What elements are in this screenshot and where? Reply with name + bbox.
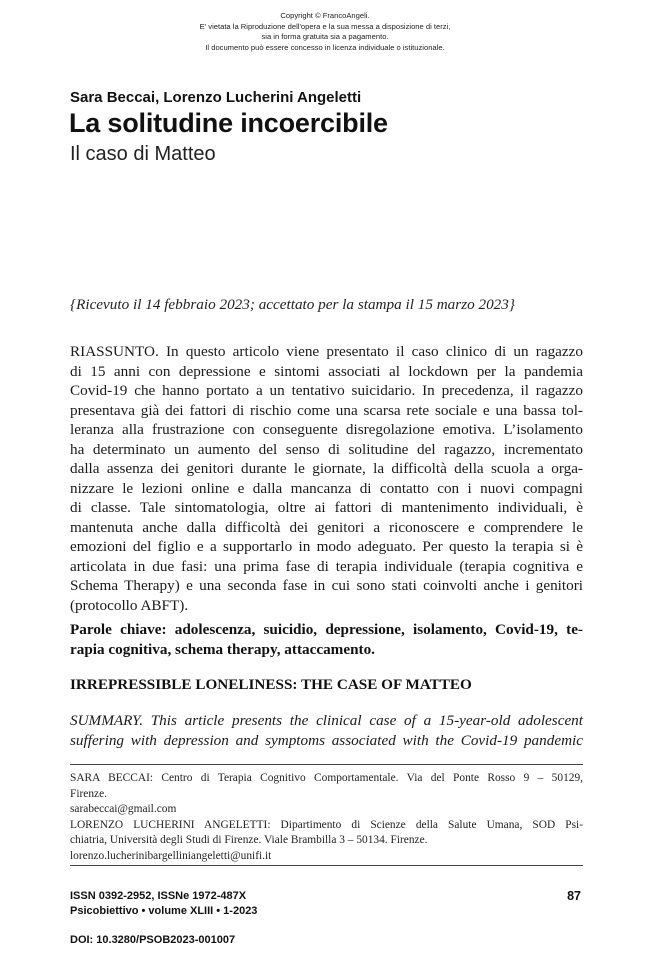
keywords-line: Parole chiave: adolescenza, suicidio, depressione, isolamento, Covid-19, te- xyxy=(70,621,583,638)
footer-divider xyxy=(70,865,583,866)
journal-info xyxy=(70,889,257,919)
article-subtitle: Il caso di Matteo xyxy=(70,143,216,165)
summary-paragraph xyxy=(70,711,583,750)
footnote-email: lorenzo.lucherinibargelliniangeletti@unifi.it xyxy=(70,849,272,862)
abstract-line: nizzare le lezioni online e dalla mancanza di contatto con i nuovi compagni xyxy=(70,479,583,497)
page-number: 87 xyxy=(567,889,581,903)
abstract-line: RIASSUNTO. In questo articolo viene presentato il caso clinico di un ragazzo xyxy=(70,343,583,360)
received-dates: {Ricevuto il 14 febbraio 2023; accettato per la stampa il 15 marzo 2023} xyxy=(70,296,515,313)
keywords-line: rapia cognitiva, schema therapy, attaccamento. xyxy=(70,640,375,658)
article-authors: Sara Beccai, Lorenzo Lucherini Angeletti xyxy=(70,89,362,106)
journal-volume: Psicobiettivo • volume XLIII • 1-2023 xyxy=(70,905,258,917)
footnote-email: sarabeccai@gmail.com xyxy=(70,803,177,816)
footnote-line: chiatria, Università degli Studi di Firenze. Viale Brambilla 3 – 50134. Firenze. xyxy=(70,834,428,847)
footnote-line: LORENZO LUCHERINI ANGELETTI: Dipartimento di Scienze della Salute Umana, SOD Psi- xyxy=(70,818,583,831)
abstract-line: Schema Therapy) e una seconda fase in cui sono stati coinvolti anche i genitori xyxy=(70,577,583,594)
footnote-line: Firenze. xyxy=(70,787,108,800)
footnote-line: SARA BECCAI: Centro di Terapia Cognitivo Comportamentale. Via del Ponte Rosso 9 – 50129, xyxy=(70,772,583,784)
abstract-line: (protocollo ABFT). xyxy=(70,596,189,614)
keywords-paragraph xyxy=(70,620,583,659)
copyright-notice xyxy=(0,11,650,53)
abstract-line: articolata in due fasi: una prima fase di terapia individuale (terapia cognitiva e xyxy=(70,557,583,575)
copyright-line: E' vietata la Riproduzione dell'opera e la sua messa a disposizione di terzi, xyxy=(199,21,451,31)
abstract-line: di classe. Tale sintomatologia, oltre ai fattori di mantenimento individuali, è xyxy=(70,499,583,516)
article-title: La solitudine incoercibile xyxy=(69,108,388,138)
abstract-paragraph xyxy=(70,342,583,615)
abstract-line: mantenuta anche dalla difficoltà dei genitori a riconoscere e comprendere le xyxy=(70,518,583,536)
summary-line: suffering with depression and symptoms associated with the Covid-19 pandemic xyxy=(70,731,583,749)
abstract-line: emozioni del figlio e a supportarlo in modo adeguato. Per questo la terapia si è xyxy=(70,538,583,555)
abstract-line: leranza alla frustrazione con conseguente disregolazione emotiva. L’isolamento xyxy=(70,421,583,438)
abstract-line: di 15 anni con depressione e sintomi associati al lockdown per la pandemia xyxy=(70,362,583,380)
issn-line: ISSN 0392-2952, ISSNe 1972-487X xyxy=(70,890,247,902)
abstract-line: presentava già dei fattori di rischio come una scarsa rete sociale e una bassa tol- xyxy=(70,401,583,419)
abstract-line: dalla assenza dei genitori durante le giornate, la difficoltà della scuola a orga- xyxy=(70,460,583,477)
doi: DOI: 10.3280/PSOB2023-001007 xyxy=(70,934,236,946)
copyright-line: Il documento può essere concesso in licenza individuale o istituzionale. xyxy=(205,42,445,52)
summary-line: SUMMARY. This article presents the clinical case of a 15-year-old adolescent xyxy=(70,712,583,729)
abstract-line: Covid-19 che hanno portato a un tentativo suicidario. In precedenza, il ragazzo xyxy=(70,382,583,399)
copyright-line: sia in forma gratuita sia a pagamento. xyxy=(261,32,389,42)
author-affiliations xyxy=(70,771,583,865)
copyright-line: Copyright © FrancoAngeli. xyxy=(280,11,370,20)
abstract-line: ha determinato un aumento del senso di solitudine del ragazzo, incrementato xyxy=(70,440,583,458)
footnote-divider xyxy=(70,764,583,765)
english-title: IRREPRESSIBLE LONELINESS: THE CASE OF MATTEO xyxy=(70,676,472,693)
